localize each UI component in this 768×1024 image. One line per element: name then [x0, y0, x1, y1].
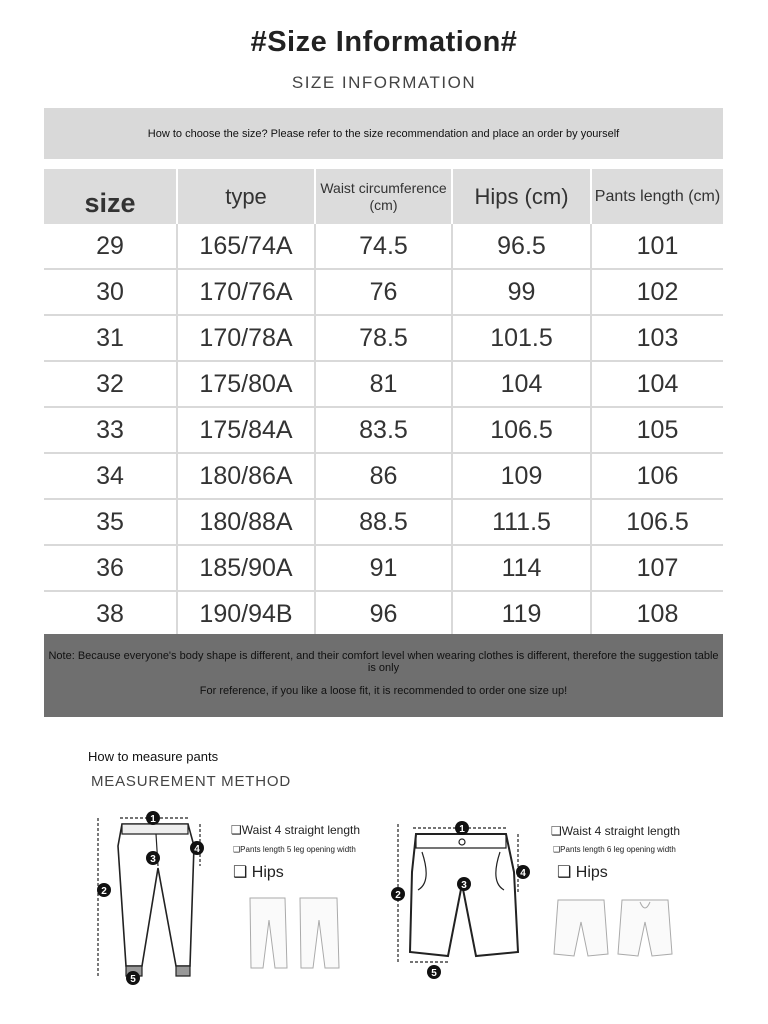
- pants-back-thumb: [250, 898, 287, 968]
- header-length: Pants length (cm): [591, 169, 723, 224]
- table-row: [44, 453, 723, 499]
- length-cell: 105: [591, 407, 723, 453]
- size-cell: 29: [44, 224, 177, 269]
- page-subtitle: SIZE INFORMATION: [291, 73, 477, 92]
- type-cell: 165/74A: [177, 224, 315, 269]
- table-row: [44, 545, 723, 591]
- table-row: [44, 591, 723, 637]
- type-cell: 190/94B: [177, 591, 315, 637]
- pants-front-thumb: [300, 898, 339, 968]
- waist-cell: 74.5: [315, 224, 452, 269]
- waist-cell: 76: [315, 269, 452, 315]
- type-cell: 170/76A: [177, 269, 315, 315]
- header-waist-line2: (cm): [369, 196, 398, 213]
- left-waist-label: ❑Waist 4 straight length: [231, 823, 361, 837]
- shorts-marker-2-label: 2: [395, 890, 401, 901]
- table-row: [44, 224, 723, 269]
- table-header-row: [44, 169, 723, 224]
- size-table: [44, 169, 723, 638]
- type-cell: 175/80A: [177, 361, 315, 407]
- instruction-banner: [44, 108, 723, 159]
- type-cell: 170/78A: [177, 315, 315, 361]
- table-row: [44, 361, 723, 407]
- table-row: [44, 315, 723, 361]
- instruction-text: How to choose the size? Please refer to the size recommendation and place an order by yourself: [147, 127, 620, 140]
- shorts-marker-4-label: 4: [520, 868, 526, 879]
- hips-cell: 101.5: [452, 315, 591, 361]
- marker-1-label: 1: [150, 814, 156, 825]
- length-cell: 106.5: [591, 499, 723, 545]
- type-cell: 180/86A: [177, 453, 315, 499]
- shorts-pocket-right: [496, 852, 504, 890]
- size-cell: 38: [44, 591, 177, 637]
- hips-cell: 106.5: [452, 407, 591, 453]
- waist-cell: 91: [315, 545, 452, 591]
- marker-3-label: 3: [150, 854, 156, 865]
- type-cell: 175/84A: [177, 407, 315, 453]
- size-cell: 30: [44, 269, 177, 315]
- length-cell: 102: [591, 269, 723, 315]
- shorts-pocket-left: [418, 852, 426, 890]
- header-waist-line1: Waist circumference: [320, 179, 447, 196]
- right-waist-label: ❑Waist 4 straight length: [551, 824, 681, 838]
- pants-outline: [118, 824, 194, 966]
- pants-thumbnails: [245, 892, 345, 972]
- hips-cell: 111.5: [452, 499, 591, 545]
- size-cell: 33: [44, 407, 177, 453]
- length-cell: 104: [591, 361, 723, 407]
- waist-cell: 88.5: [315, 499, 452, 545]
- right-hips-label: ❑ Hips: [557, 864, 608, 881]
- left-detail-label: ❑Pants length 5 leg opening width: [233, 845, 356, 854]
- length-cell: 107: [591, 545, 723, 591]
- length-cell: 106: [591, 453, 723, 499]
- page-title: #Size Information#: [250, 26, 518, 58]
- note-banner: [44, 634, 723, 717]
- shorts-waistband: [416, 834, 506, 848]
- waistband: [122, 824, 188, 834]
- size-cell: 31: [44, 315, 177, 361]
- size-cell: 36: [44, 545, 177, 591]
- note-line-2: For reference, if you like a loose fit, it is recommended to order one size up!: [199, 685, 568, 697]
- marker-2-label: 2: [101, 886, 107, 897]
- table-row: [44, 407, 723, 453]
- shorts-outline: [410, 834, 518, 956]
- hips-cell: 96.5: [452, 224, 591, 269]
- waist-cell: 86: [315, 453, 452, 499]
- waist-cell: 81: [315, 361, 452, 407]
- shorts-diagram: [388, 812, 538, 982]
- waist-cell: 96: [315, 591, 452, 637]
- shorts-marker-1-label: 1: [459, 824, 465, 835]
- shorts-thumbnails: [550, 892, 680, 962]
- size-cell: 32: [44, 361, 177, 407]
- measure-title: How to measure pants: [88, 749, 219, 764]
- hips-cell: 119: [452, 591, 591, 637]
- waist-cell: 83.5: [315, 407, 452, 453]
- type-cell: 180/88A: [177, 499, 315, 545]
- size-cell: 35: [44, 499, 177, 545]
- left-hips-label: ❑ Hips: [233, 864, 284, 881]
- hips-cell: 99: [452, 269, 591, 315]
- shorts-marker-5-label: 5: [431, 968, 437, 979]
- note-line-1: Note: Because everyone's body shape is different, and their comfort level when wearing clothes is different, therefore the suggestion table is only: [48, 650, 719, 674]
- shorts-button: [459, 839, 465, 845]
- shorts-back-thumb: [554, 900, 608, 956]
- waist-cell: 78.5: [315, 315, 452, 361]
- marker-5-label: 5: [130, 974, 136, 985]
- shorts-marker-3-label: 3: [461, 880, 467, 891]
- marker-4-label: 4: [194, 844, 200, 855]
- header-size: size: [44, 169, 177, 224]
- right-detail-label: ❑Pants length 6 leg opening width: [553, 845, 676, 854]
- hips-cell: 109: [452, 453, 591, 499]
- type-cell: 185/90A: [177, 545, 315, 591]
- measure-method: MEASUREMENT METHOD: [91, 773, 291, 790]
- table-row: [44, 269, 723, 315]
- table-row: [44, 499, 723, 545]
- length-cell: 101: [591, 224, 723, 269]
- length-cell: 103: [591, 315, 723, 361]
- hips-cell: 114: [452, 545, 591, 591]
- header-waist: [315, 169, 452, 224]
- length-cell: 108: [591, 591, 723, 637]
- size-cell: 34: [44, 453, 177, 499]
- right-cuff: [176, 966, 190, 976]
- header-type: type: [177, 169, 315, 224]
- pants-diagram: [90, 806, 220, 988]
- hips-cell: 104: [452, 361, 591, 407]
- header-hips: Hips (cm): [452, 169, 591, 224]
